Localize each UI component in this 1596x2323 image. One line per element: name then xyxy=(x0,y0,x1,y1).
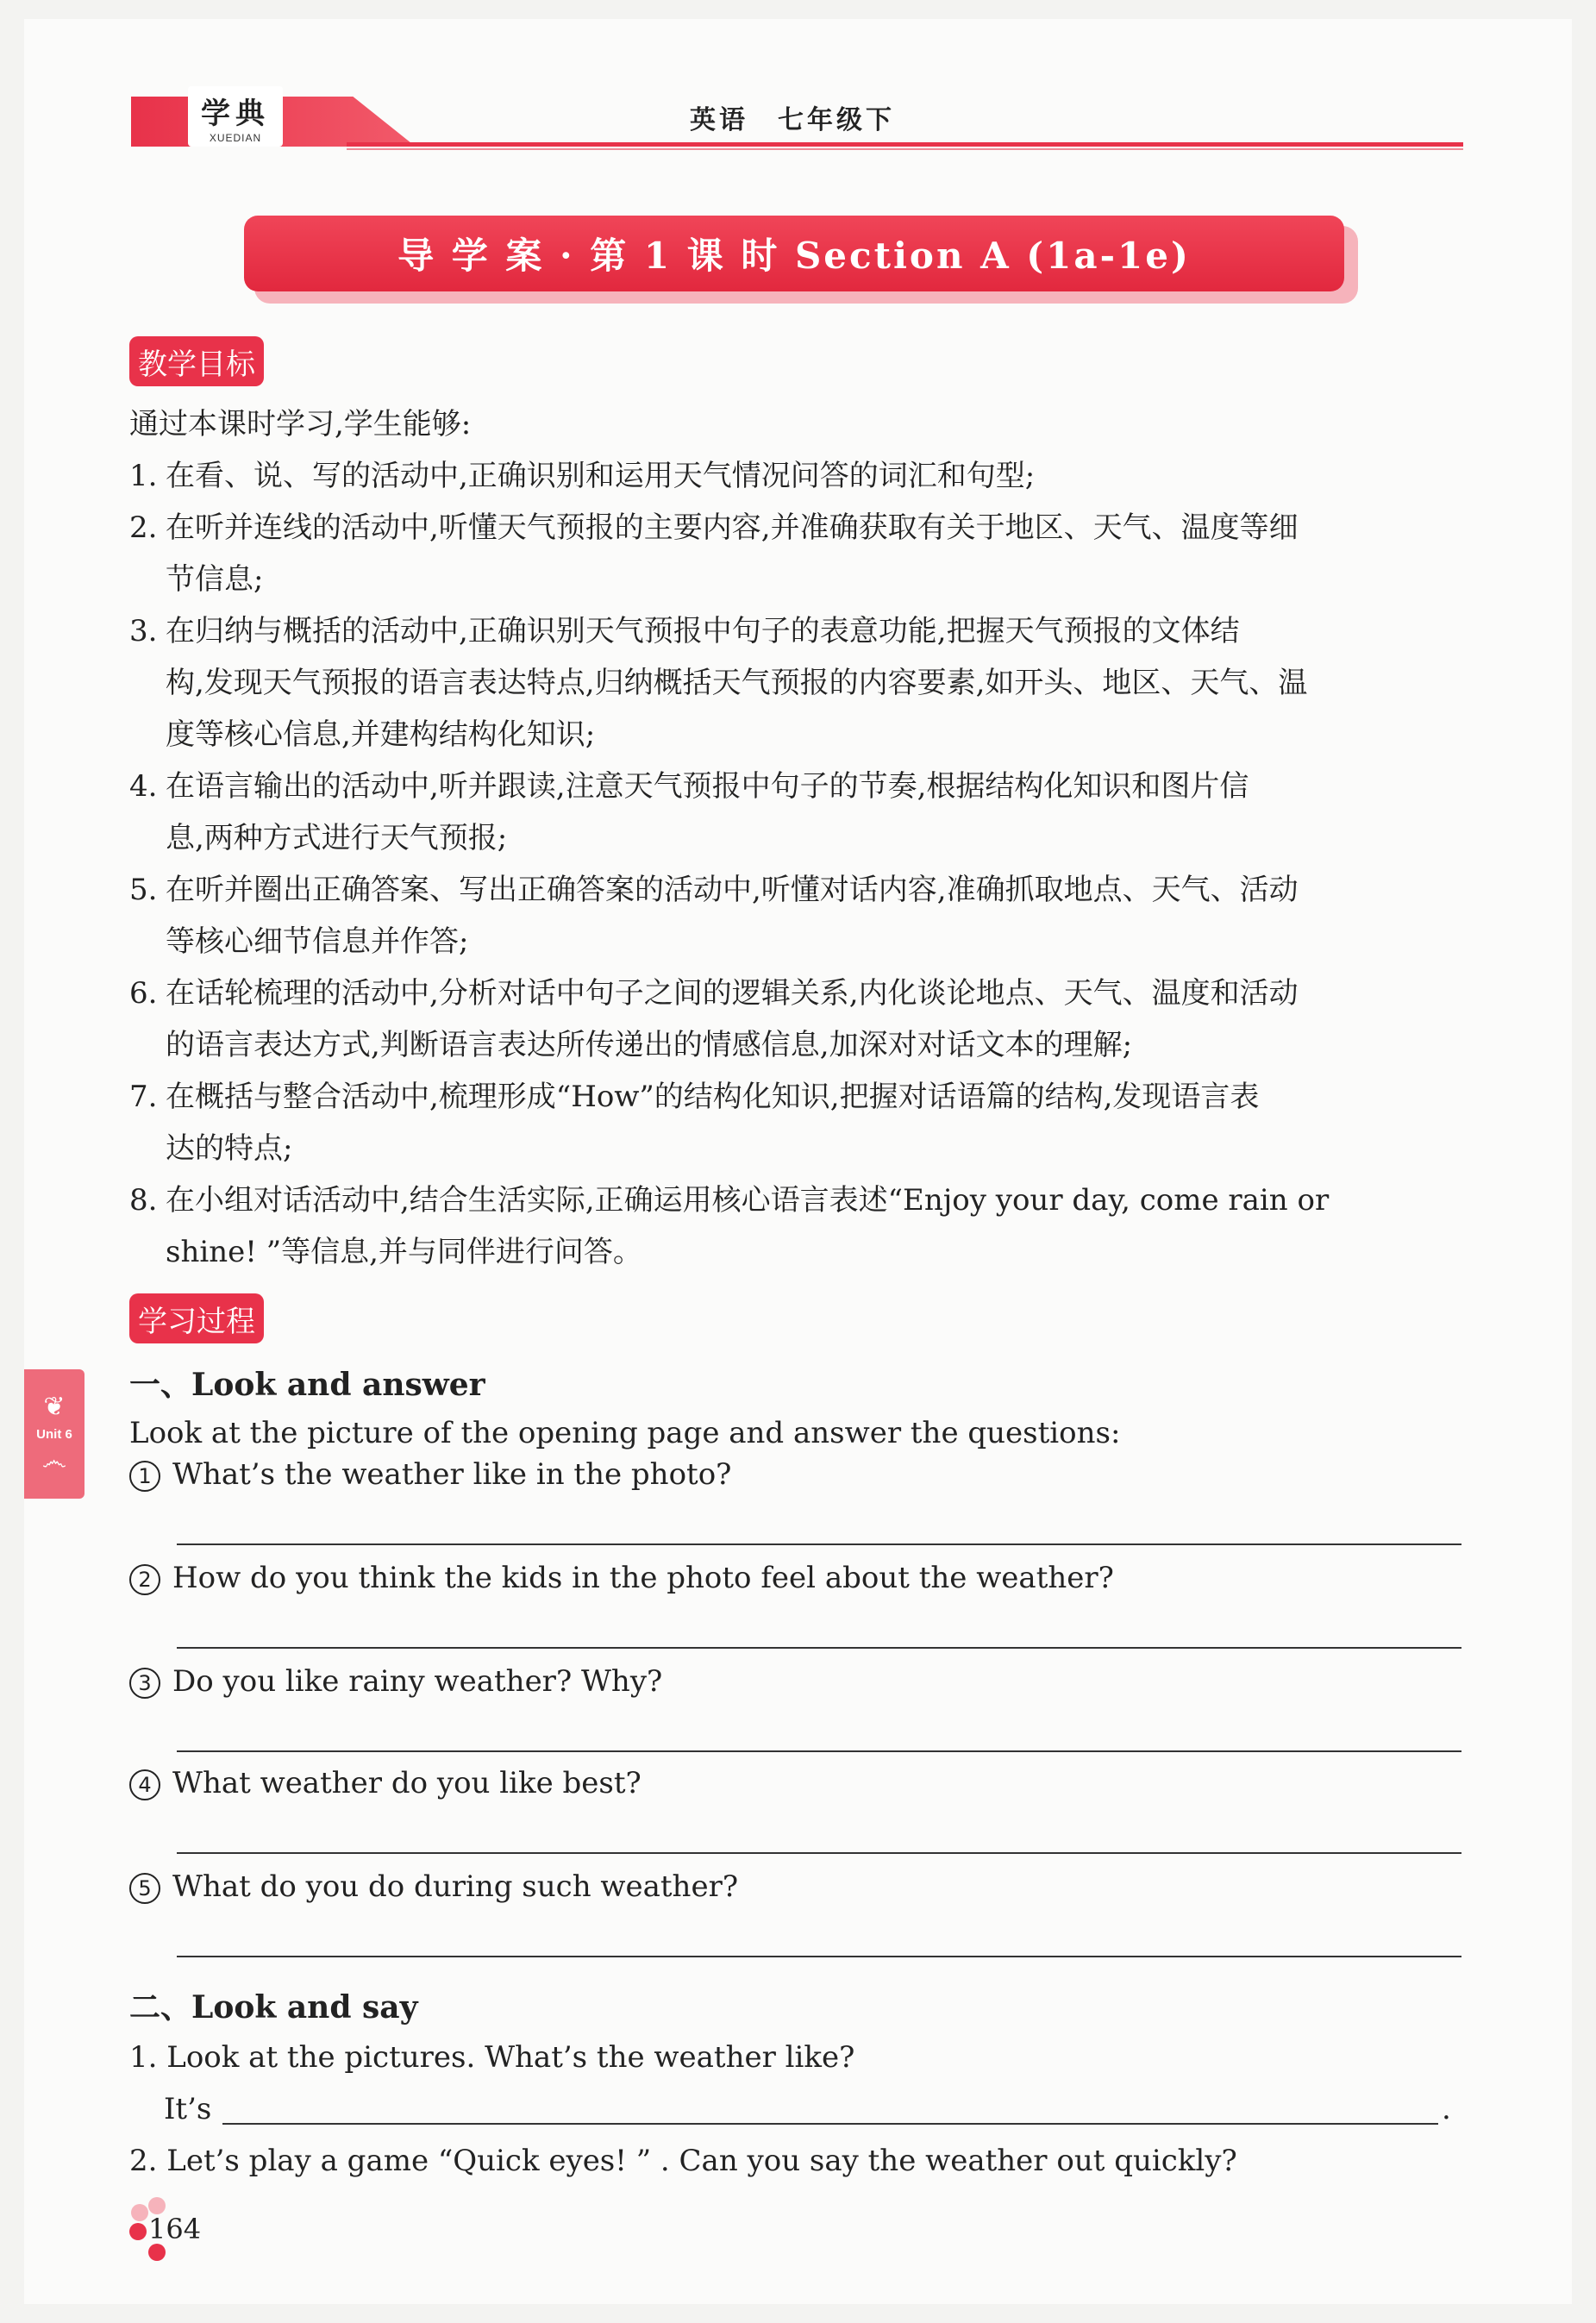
title-banner xyxy=(244,216,1344,291)
part2-heading: 二、Look and say xyxy=(129,1989,418,2026)
objective-line xyxy=(129,761,1249,812)
objective-text: 在话轮梳理的活动中,分析对话中句子之间的逻辑关系,内化谈论地点、天气、温度和活动 xyxy=(166,976,1299,1011)
decor-dot xyxy=(148,2197,166,2214)
objective-text: 的语言表达方式,判断语言表达所传递出的情感信息,加深对对话文本的理解; xyxy=(166,1028,1133,1062)
question-text: Do you like rainy weather? Why? xyxy=(172,1664,663,1699)
objective-number: 5. xyxy=(129,873,158,907)
objective-line xyxy=(166,1226,642,1278)
logo-english: XUEDIAN xyxy=(209,131,262,144)
objective-text: shine! ”等信息,并与同伴进行问答。 xyxy=(166,1235,642,1269)
decor-dot xyxy=(131,2204,148,2221)
page-number: 164 xyxy=(148,2213,202,2245)
answer-line-6[interactable] xyxy=(222,2123,1438,2125)
objective-text: 构,发现天气预报的语言表达特点,归纳概括天气预报的内容要素,如开头、地区、天气、温 xyxy=(166,666,1308,700)
logo-chinese: 学典 xyxy=(201,96,270,131)
part1-heading: 一、Look and answer xyxy=(129,1367,485,1403)
objective-number: 2. xyxy=(129,510,158,545)
section-tag-objectives: 教学目标 xyxy=(129,336,264,386)
objective-line xyxy=(166,916,468,967)
question-text: What do you do during such weather? xyxy=(172,1869,739,1904)
unit-side-tab xyxy=(24,1369,84,1499)
answer-line[interactable] xyxy=(177,1750,1461,1752)
objective-line xyxy=(129,1174,1329,1226)
question-item xyxy=(129,1457,731,1492)
answer-line[interactable] xyxy=(177,1543,1461,1545)
objective-text: 在语言输出的活动中,听并跟读,注意天气预报中句子的节奏,根据结构化知识和图片信 xyxy=(166,769,1249,804)
objective-number: 7. xyxy=(129,1080,158,1114)
circled-number: 4 xyxy=(129,1769,160,1800)
objective-number: 1. xyxy=(129,459,158,493)
circled-number: 2 xyxy=(129,1564,160,1595)
question-text: What weather do you like best? xyxy=(172,1766,642,1800)
objective-line xyxy=(166,554,263,605)
question-text: How do you think the kids in the photo feel about the weather? xyxy=(172,1561,1114,1595)
objective-text: 在看、说、写的活动中,正确识别和运用天气情况问答的词汇和句型; xyxy=(166,459,1036,493)
header-rule-thin xyxy=(347,148,1463,150)
circled-number: 1 xyxy=(129,1461,160,1492)
section-tag-process: 学习过程 xyxy=(129,1293,264,1343)
question-item xyxy=(129,1869,738,1904)
decor-dot xyxy=(148,2244,166,2261)
objective-line xyxy=(129,450,1035,502)
objective-text: 等核心细节信息并作答; xyxy=(166,924,469,959)
answer-prefix: It’s xyxy=(164,2092,212,2126)
circled-number: 3 xyxy=(129,1668,160,1699)
question-item xyxy=(129,1664,662,1699)
unit-label: Unit 6 xyxy=(36,1426,72,1442)
question-item xyxy=(129,1766,642,1800)
objective-text: 达的特点; xyxy=(166,1131,293,1166)
objective-text: 息,两种方式进行天气预报; xyxy=(166,821,508,855)
part2-question-2: 2. Let’s play a game “Quick eyes! ” . Can you say the weather out quickly? xyxy=(129,2144,1237,2178)
subject-label: 英语 xyxy=(690,105,748,135)
answer-period: . xyxy=(1442,2092,1451,2126)
header-rule xyxy=(347,142,1463,147)
answer-line[interactable] xyxy=(177,1647,1461,1649)
objective-text: 在听并连线的活动中,听懂天气预报的主要内容,并准确获取有关于地区、天气、温度等细 xyxy=(166,510,1299,545)
objective-line xyxy=(166,657,1307,709)
objective-text: 度等核心信息,并建构结构化知识; xyxy=(166,717,596,752)
objective-line xyxy=(166,709,595,761)
objective-text: 在概括与整合活动中,梳理形成“How”的结构化知识,把握对话语篇的结构,发现语言表 xyxy=(166,1080,1260,1114)
question-item xyxy=(129,1561,1114,1595)
objective-line xyxy=(129,502,1299,554)
answer-line[interactable] xyxy=(177,1956,1461,1957)
objective-text: 在归纳与概括的活动中,正确识别天气预报中句子的表意功能,把握天气预报的文体结 xyxy=(166,614,1240,648)
objective-line xyxy=(129,864,1299,916)
swirl-icon: ෴ xyxy=(41,1445,67,1476)
part1-intro: Look at the picture of the opening page and answer the questions: xyxy=(129,1416,1121,1450)
part2-question-1: 1. Look at the pictures. What’s the weather like? xyxy=(129,2040,855,2075)
objective-number: 8. xyxy=(129,1183,158,1218)
objective-number: 3. xyxy=(129,614,158,648)
decor-dot xyxy=(129,2223,147,2240)
objective-line xyxy=(166,1019,1132,1071)
objective-number: 6. xyxy=(129,976,158,1011)
objective-text: 节信息; xyxy=(166,562,264,597)
header-subject xyxy=(690,98,895,136)
objective-text: 在小组对话活动中,结合生活实际,正确运用核心语言表述“Enjoy your day, come rain or xyxy=(166,1183,1330,1218)
xuedian-logo xyxy=(188,86,283,147)
wing-icon: ❦ xyxy=(43,1391,66,1422)
objective-text: 在听并圈出正确答案、写出正确答案的活动中,听懂对话内容,准确抓取地点、天气、活动 xyxy=(166,873,1299,907)
objectives-intro: 通过本课时学习,学生能够: xyxy=(129,407,472,441)
grade-label: 七年级下 xyxy=(778,105,895,135)
objective-line xyxy=(166,1123,292,1174)
objective-line xyxy=(129,605,1240,657)
question-text: What’s the weather like in the photo? xyxy=(172,1457,732,1492)
objective-line xyxy=(129,967,1299,1019)
answer-line[interactable] xyxy=(177,1852,1461,1854)
objective-number: 4. xyxy=(129,769,158,804)
objective-line xyxy=(166,812,507,864)
objective-line xyxy=(129,1071,1259,1123)
circled-number: 5 xyxy=(129,1873,160,1904)
lesson-title: 导 学 案 · 第 1 课 时 Section A (1a-1e) xyxy=(397,235,1191,277)
